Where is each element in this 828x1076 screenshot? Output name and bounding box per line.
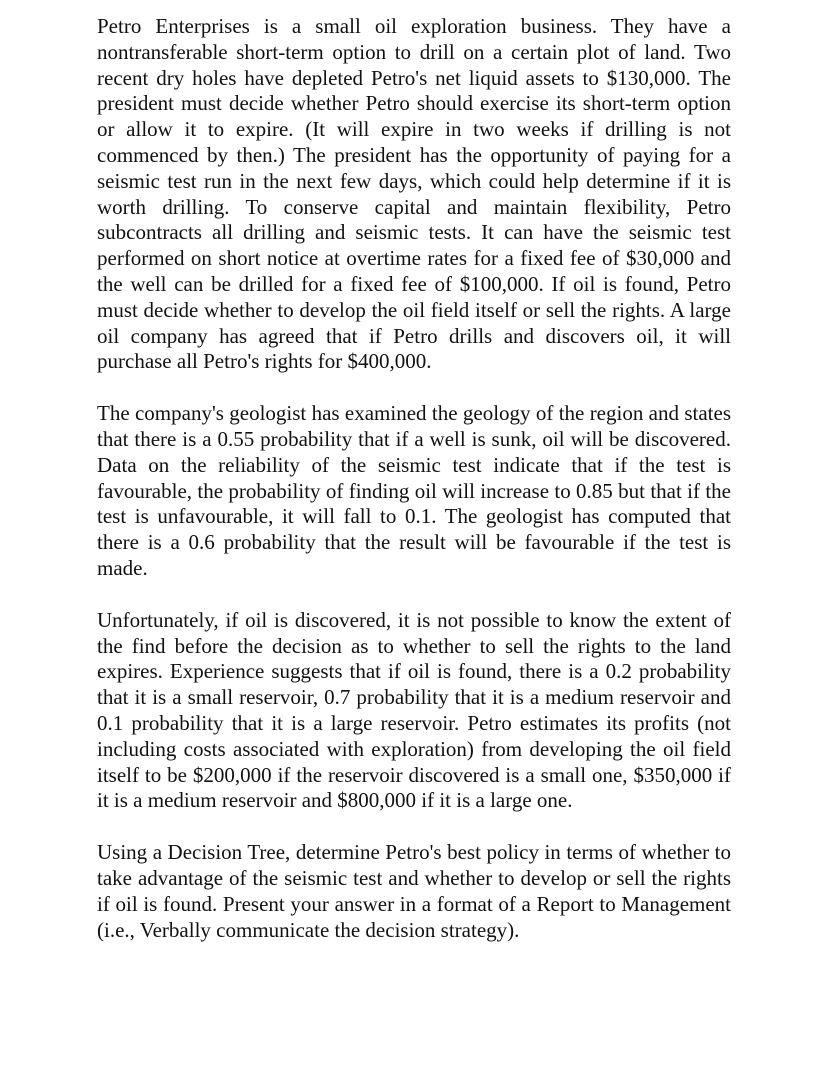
paragraph-geologist-probabilities: The company's geologist has examined the geology of the region and states that there is a 0.55 probability that if a well is sunk, oil will be discovered. Data on the reliability of the seismic test indicate that if the test is favourable, the probability of finding oil will increase to 0.85 but that if the test is unfavourable, it will fall to 0.1. The geologist has computed that there is a 0.6 probability that the result will be favourable if the test is made.: [97, 401, 731, 580]
paragraph-problem-statement: Petro Enterprises is a small oil exploration business. They have a nontransferable short-term option to drill on a certain plot of land. Two recent dry holes have depleted Petro's net liquid assets to $130,000. The president must decide whether Petro should exercise its short-term option or allow it to expire. (It will expire in two weeks if drilling is not commenced by then.) The president has the opportunity of paying for a seismic test run in the next few days, which could help determine if it is worth drilling. To conserve capital and maintain flexibility, Petro subcontracts all drilling and seismic tests. It can have the seismic test performed on short notice at overtime rates for a fixed fee of $30,000 and the well can be drilled for a fixed fee of $100,000. If oil is found, Petro must decide whether to develop the oil field itself or sell the rights. A large oil company has agreed that if Petro drills and discovers oil, it will purchase all Petro's rights for $400,000.: [97, 14, 731, 374]
document-body: [97, 14, 731, 943]
paragraph-task-instructions: Using a Decision Tree, determine Petro's best policy in terms of whether to take advantage of the seismic test and whether to develop or sell the rights if oil is found. Present your answer in a format of a Report to Management (i.e., Verbally communicate the decision strategy).: [97, 840, 731, 942]
paragraph-reservoir-profits: Unfortunately, if oil is discovered, it is not possible to know the extent of the find before the decision as to whether to sell the rights to the land expires. Experience suggests that if oil is found, there is a 0.2 probability that it is a small reservoir, 0.7 probability that it is a medium reservoir and 0.1 probability that it is a large reservoir. Petro estimates its profits (not including costs associated with exploration) from developing the oil field itself to be $200,000 if the reservoir discovered is a small one, $350,000 if it is a medium reservoir and $800,000 if it is a large one.: [97, 607, 731, 813]
